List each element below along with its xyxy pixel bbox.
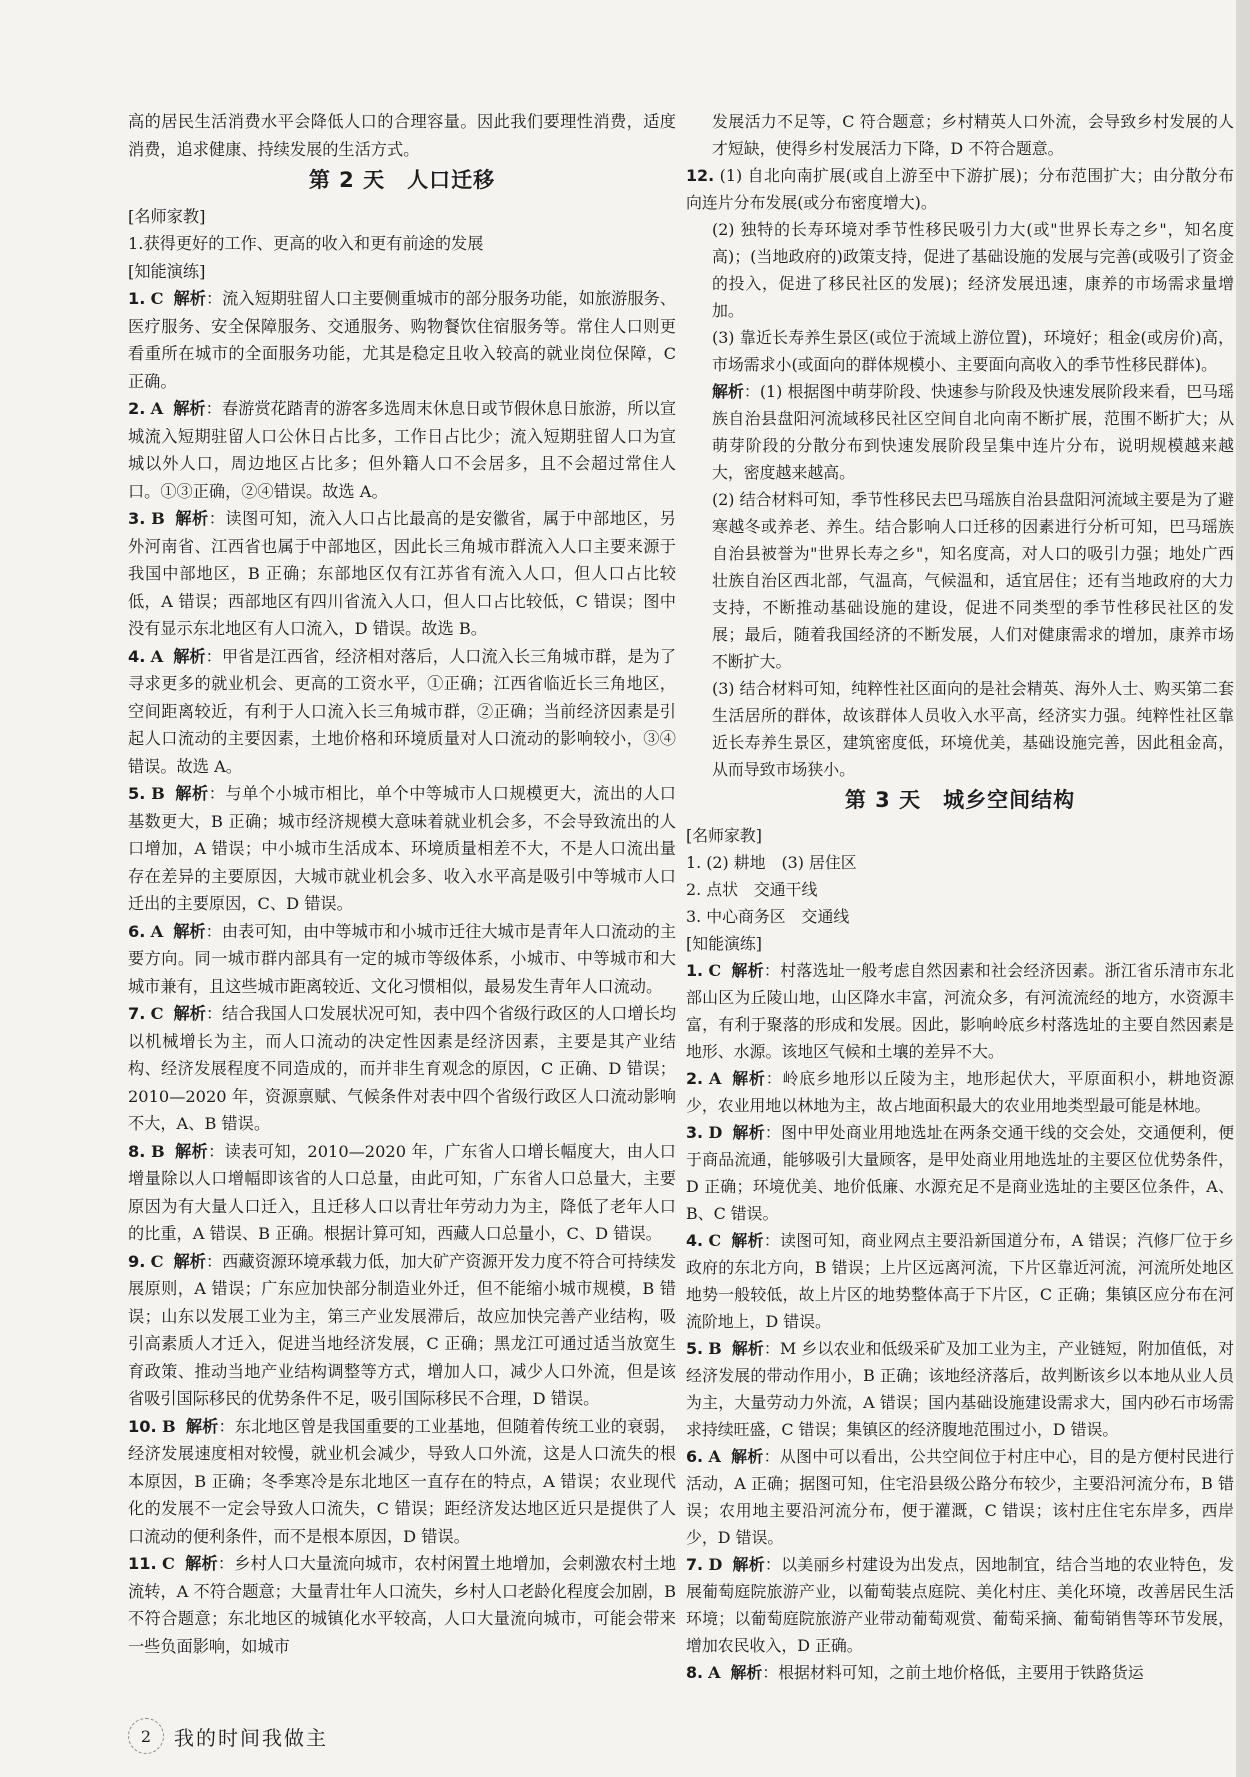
answer-number: 7.	[686, 1555, 704, 1574]
answer-item	[686, 1443, 1234, 1551]
answer-choice: C	[708, 1231, 722, 1250]
page-number: 2	[128, 1718, 164, 1754]
q12-analysis-label: 解析	[712, 382, 744, 401]
analysis-label: 解析	[173, 1004, 206, 1023]
zhineng-tag: [知能演练]	[128, 261, 206, 281]
right-column	[686, 108, 1234, 1686]
mingshi-tag: [名师家教]	[128, 206, 206, 226]
answer-number: 11.	[128, 1554, 157, 1573]
answer-choice: D	[708, 1555, 723, 1574]
answer-number: 8.	[686, 1663, 704, 1682]
analysis-label: 解析	[731, 1069, 766, 1088]
answer-number: 6.	[128, 921, 146, 941]
q12-analysis-2: (2) 结合材料可知，季节性移民去巴马瑶族自治县盘阳河流域主要是为了避寒越冬或养老、养生。结合影响人口迁移的因素进行分析可知，巴马瑶族自治县被誉为"世界长寿之乡"，知名度高，对人口的吸引力强；地处广西壮族自治区西北部，气温高，气候温和，适宜居住；还有当地政府的大力支持，不断推动基础设施的建设，促进不同类型的季节性移民社区的发展；最后，随着我国经济的不断发展，人们对健康需求的增加，康养市场不断扩大。	[712, 490, 1234, 671]
analysis-label: 解析	[174, 509, 209, 528]
answer-number: 3.	[686, 1123, 704, 1142]
analysis-text: ：从图中可以看出，公共空间位于村庄中心，目的是方便村民进行活动，A 正确；据图可知，住宅沿县级公路分布较少，主要沿河流分布，B 错误；农用地主要沿河流分布，便于灌溉，C 错误；该村庄住宅东岸多，西岸少，D 错误。	[686, 1447, 1235, 1547]
scan-edge	[1236, 0, 1250, 1777]
answer-item	[128, 285, 676, 395]
mingshi-line-2: 2. 点状 交通干线	[686, 880, 818, 899]
answer-choice: B	[162, 1416, 176, 1436]
analysis-label: 解析	[185, 1416, 219, 1436]
answer-item	[686, 1659, 1234, 1686]
analysis-text: ：东北地区曾是我国重要的工业基地，但随着传统工业的衰弱，经济发展速度相对较慢，就业机会减少，导致人口外流，这是人口流失的根本原因，B 正确；冬季寒冷是东北地区一直存在的特点，A 错误；农业现代化的发展不一定会导致人口流失，C 错误；距经济发达地区近只是提供了人口流动的便利条件，而不是根本原因，D 错误。	[128, 1416, 676, 1546]
answer-item	[128, 918, 676, 1001]
answer-item	[128, 1138, 676, 1248]
answer-choice: B	[151, 784, 165, 803]
question-12	[686, 162, 1234, 783]
answer-number: 1.	[128, 289, 146, 308]
answer-choice: B	[150, 1141, 165, 1161]
answer-item	[128, 1550, 676, 1660]
analysis-label: 解析	[732, 1555, 765, 1574]
answer-choice: D	[708, 1123, 723, 1142]
q12-part-3: (3) 靠近长寿养生景区(或位于流域上游位置)，环境好；租金(或房价)高，市场需求小(或面向的群体规模小、主要面向高收入的季节性移民群体)。	[712, 328, 1234, 374]
answer-choice: C	[150, 289, 164, 308]
intro-paragraph: 高的居民生活消费水平会降低人口的合理容量。因此我们要理性消费，适度消费，追求健康、持续发展的生活方式。	[128, 112, 676, 159]
answer-number: 2.	[128, 399, 146, 418]
answer-choice: A	[150, 399, 164, 418]
answer-number: 10.	[128, 1416, 157, 1436]
answer-number: 2.	[686, 1069, 704, 1088]
answer-item	[128, 505, 676, 643]
answer-number: 4.	[128, 646, 146, 666]
analysis-text: ：读表可知，2010—2020 年，广东省人口增长幅度大，由人口增量除以人口增幅即该省的人口总量，由此可知，广东省人口总量大，主要原因为有大量人口迁入，且迁移人口以青壮年劳动力为主，降低了老年人口的比重，A 错误、B 正确。根据计算可知，西藏人口总量小，C、D 错误。	[128, 1141, 676, 1243]
analysis-text: ：以美丽乡村建设为出发点，因地制宜，结合当地的农业特色，发展葡萄庭院旅游产业，以葡萄装点庭院、美化村庄、美化环境，改善居民生活环境；以葡萄庭院旅游产业带动葡萄观赏、葡萄采摘、葡萄销售等环节发展，增加农民收入，D 正确。	[686, 1555, 1235, 1655]
q12-part-1: (1) 自北向南扩展(或自上游至中下游扩展)；分布范围扩大；由分散分布向连片分布发展(或分布密度增大)。	[686, 166, 1234, 212]
answer-choice: C	[150, 1004, 164, 1023]
analysis-text: ：根据材料可知，之前土地价格低，主要用于铁路货运	[762, 1663, 1144, 1682]
answer-number: 5.	[128, 784, 146, 803]
analysis-text: ：图中甲处商业用地选址在两条交通干线的交会处，交通便利，便于商品流通，能够吸引大量顾客，是甲处商业用地选址的主要区位优势条件，D 正确；环境优美、地价低廉、水源充足不是商业选址的主要区位条件，A、B、C 错误。	[686, 1123, 1235, 1223]
answer-number: 1.	[686, 961, 704, 980]
analysis-text: ：与单个小城市相比，单个中等城市人口规模更大，流出的人口基数更大，B 正确；城市经济规模大意味着就业机会多，不会导致流出的人口增加，A 错误；中小城市生活成本、环境质量相差不大，不是人口流出量存在差异的主要原因，大城市就业机会多、收入水平高是吸引中等城市人口迁出的主要原因，C、D 错误。	[128, 784, 676, 913]
answer-choice: C	[708, 961, 722, 980]
answer-choice: A	[150, 921, 164, 941]
continued-paragraph: 发展活力不足等，C 符合题意；乡村精英人口外流，会导致乡村发展的人才短缺，使得乡村发展活力下降，D 不符合题意。	[712, 112, 1234, 158]
analysis-text: ：乡村人口大量流向城市，农村闲置土地增加，会刺激农村土地流转，A 不符合题意；大量青壮年人口流失，乡村人口老龄化程度会加剧，B 不符合题意；东北地区的城镇化水平较高，人口大量流向城市，可能会带来一些负面影响，如城市	[128, 1554, 676, 1656]
answer-item	[128, 1000, 676, 1138]
answer-number: 6.	[686, 1447, 704, 1466]
answer-item	[128, 1413, 676, 1551]
analysis-label: 解析	[730, 1447, 764, 1466]
answer-choice: C	[162, 1554, 175, 1573]
footer-motto: 我的时间我做主	[174, 1725, 328, 1750]
mingshi-answer: 1.获得更好的工作、更高的收入和更有前途的发展	[128, 234, 484, 253]
analysis-label: 解析	[173, 399, 206, 418]
q12-analysis-3: (3) 结合材料可知，纯粹性社区面向的是社会精英、海外人士、购买第二套生活居所的群体，故该群体人员收入水平高，经济实力强。纯粹性社区靠近长寿养生景区，建筑密度低，环境优美，基础设施完善，因此租金高，从而导致市场狭小。	[712, 679, 1234, 779]
analysis-label: 解析	[173, 1251, 206, 1271]
left-answer-list	[128, 285, 676, 1660]
answer-number: 5.	[686, 1339, 704, 1358]
analysis-text: ：春游赏花踏青的游客多选周末休息日或节假休息日旅游，所以宣城流入短期驻留人口公休日占比多，工作日占比少；流入短期驻留人口为宣城以外人口，周边地区占比多；但外籍人口不会居多，且不会超过常住人口。①③正确，②④错误。故选 A。	[128, 399, 677, 501]
q12-analysis-1: ：(1) 根据图中萌芽阶段、快速参与阶段及快速发展阶段来看，巴马瑶族自治县盘阳河流域移民社区空间自北向南不断扩展，范围不断扩大；从萌芽阶段的分散分布到快速发展阶段呈集中连片分布，说明规模越来越大，密度越来越高。	[712, 382, 1235, 482]
analysis-label: 解析	[173, 289, 206, 308]
day2-title: 第 2 天 人口迁移	[308, 168, 496, 192]
answer-item	[128, 395, 676, 505]
answer-item	[128, 1248, 676, 1413]
analysis-text: ：流入短期驻留人口主要侧重城市的部分服务功能，如旅游服务、医疗服务、安全保障服务、交通服务、购物餐饮住宿服务等。常住人口则更看重所在城市的全面服务功能，尤其是稳定且收入较高的就业岗位保障，C 正确。	[128, 289, 677, 391]
answer-item	[686, 1119, 1234, 1227]
answer-number: 3.	[128, 509, 146, 528]
zhineng-tag-right: [知能演练]	[686, 934, 762, 953]
analysis-label: 解析	[731, 1231, 764, 1250]
analysis-text: ：岭底乡地形以丘陵为主，地形起伏大，平原面积小，耕地资源少，农业用地以林地为主，故占地面积最大的农业用地类型最可能是林地。	[686, 1069, 1234, 1115]
analysis-label: 解析	[731, 1339, 764, 1358]
answer-choice: A	[150, 646, 164, 666]
analysis-label: 解析	[732, 1123, 765, 1142]
answer-choice: A	[709, 1069, 722, 1088]
mingshi-tag-right: [名师家教]	[686, 826, 762, 845]
analysis-text: ：村落选址一般考虑自然因素和社会经济因素。浙江省乐清市东北部山区为丘陵山地，山区降水丰富，河流众多，有河流流经的地方，水资源丰富，有利于聚落的形成和发展。因此，影响岭底乡村落选址的主要自然因素是地形、水源。该地区气候和土壤的差异不大。	[686, 961, 1235, 1061]
answer-number: 7.	[128, 1004, 146, 1023]
day3-title: 第 3 天 城乡空间结构	[844, 788, 1076, 812]
right-answer-list	[686, 957, 1234, 1686]
answer-item	[686, 957, 1234, 1065]
analysis-text: ：结合我国人口发展状况可知，表中四个省级行政区的人口增长均以机械增长为主，而人口流动的决定性因素是经济因素，主要是其产业结构、经济发展程度不同造成的，而并非生育观念的原因，C 正确、D 错误；2010—2020 年，资源禀赋、气候条件对表中四个省级行政区人口流动影响不大，A、B 错误。	[128, 1004, 677, 1133]
answer-item	[686, 1335, 1234, 1443]
answer-choice: B	[708, 1339, 722, 1358]
analysis-label: 解析	[174, 784, 209, 803]
analysis-text: ：读图可知，流入人口占比最高的是安徽省，属于中部地区，另外河南省、江西省也属于中部地区，因此长三角城市群流入人口主要来源于我国中部地区，B 正确；东部地区仅有江苏省有流入人口，但人口占比较低，A 错误；西部地区有四川省流入人口，但人口占比较低，C 错误；图中没有显示东北地区有人口流入，D 错误。故选 B。	[128, 509, 676, 638]
left-column	[128, 108, 676, 1660]
answer-choice: A	[708, 1663, 721, 1682]
answer-choice: B	[151, 509, 165, 528]
answer-item	[686, 1065, 1234, 1119]
answer-number: 9.	[128, 1251, 146, 1271]
analysis-label: 解析	[174, 1141, 209, 1161]
answer-item	[128, 643, 676, 781]
answer-item	[686, 1227, 1234, 1335]
mingshi-line-1: 1. (2) 耕地 (3) 居住区	[686, 853, 857, 872]
q12-part-2: (2) 独特的长寿环境对季节性移民吸引力大(或"世界长寿之乡"，知名度高)；(当地政府的)政策支持，促进了基础设施的发展与完善(或吸引了资金的投入，促进了移民社区的发展)；经济发展迅速，康养的市场需求量增加。	[712, 220, 1234, 320]
analysis-label: 解析	[173, 646, 206, 666]
analysis-text: ：读图可知，商业网点主要沿新国道分布，A 错误；汽修厂位于乡政府的东北方向，B 错误；上片区远离河流，下片区靠近河流，河流所处地区地势一般较低，故上片区的地势整体高于下片区，C 正确；集镇区应分布在河流阶地上，D 错误。	[686, 1231, 1235, 1331]
mingshi-line-3: 3. 中心商务区 交通线	[686, 907, 850, 926]
analysis-label: 解析	[173, 921, 206, 941]
answer-item	[128, 780, 676, 918]
answer-choice: C	[150, 1251, 164, 1271]
page-footer	[128, 1718, 328, 1754]
analysis-label: 解析	[731, 961, 764, 980]
answer-choice: A	[708, 1447, 721, 1466]
answer-number: 4.	[686, 1231, 704, 1250]
analysis-text: ：甲省是江西省，经济相对落后，人口流入长三角城市群，是为了寻求更多的就业机会、更高的工资水平，①正确；江西省临近长三角地区，空间距离较近，有利于人口流入长三角城市群，②正确；当前经济因素是引起人口流动的主要因素，土地价格和环境质量对人口流动的影响较小，③④错误。故选 A。	[128, 646, 677, 776]
analysis-text: ：西藏资源环境承载力低，加大矿产资源开发力度不符合可持续发展原则，A 错误；广东应加快部分制造业外迁，但不能缩小城市规模，B 错误；山东以发展工业为主，第三产业发展滞后，故应加快完善产业结构，吸引高素质人才迁入，促进当地经济发展，C 正确；黑龙江可通过适当放宽生育政策、推动当地产业结构调整等方式，增加人口，减少人口外流，但是该省吸引国际移民的优势条件不足，吸引国际移民不合理，D 错误。	[128, 1251, 677, 1408]
analysis-label: 解析	[184, 1554, 218, 1573]
analysis-text: ：M 乡以农业和低级采矿及加工业为主，产业链短，附加值低，对经济发展的带动作用小，B 正确；该地经济落后，故判断该乡以本地从业人员为主，大量劳动力外流，A 错误；国内基础设施建设需求大，国内砂石市场需求持续旺盛，C 错误；集镇区的经济腹地范围过小，D 错误。	[686, 1339, 1234, 1439]
answer-item	[686, 1551, 1234, 1659]
q12-number: 12.	[686, 166, 715, 185]
analysis-text: ：由表可知，由中等城市和小城市迁往大城市是青年人口流动的主要方向。同一城市群内部具有一定的城市等级体系，小城市、中等城市和大城市兼有，且这些城市距离较近、文化习惯相似，最易发生青年人口流动。	[128, 921, 677, 996]
answer-number: 8.	[128, 1141, 146, 1161]
analysis-label: 解析	[730, 1663, 763, 1682]
